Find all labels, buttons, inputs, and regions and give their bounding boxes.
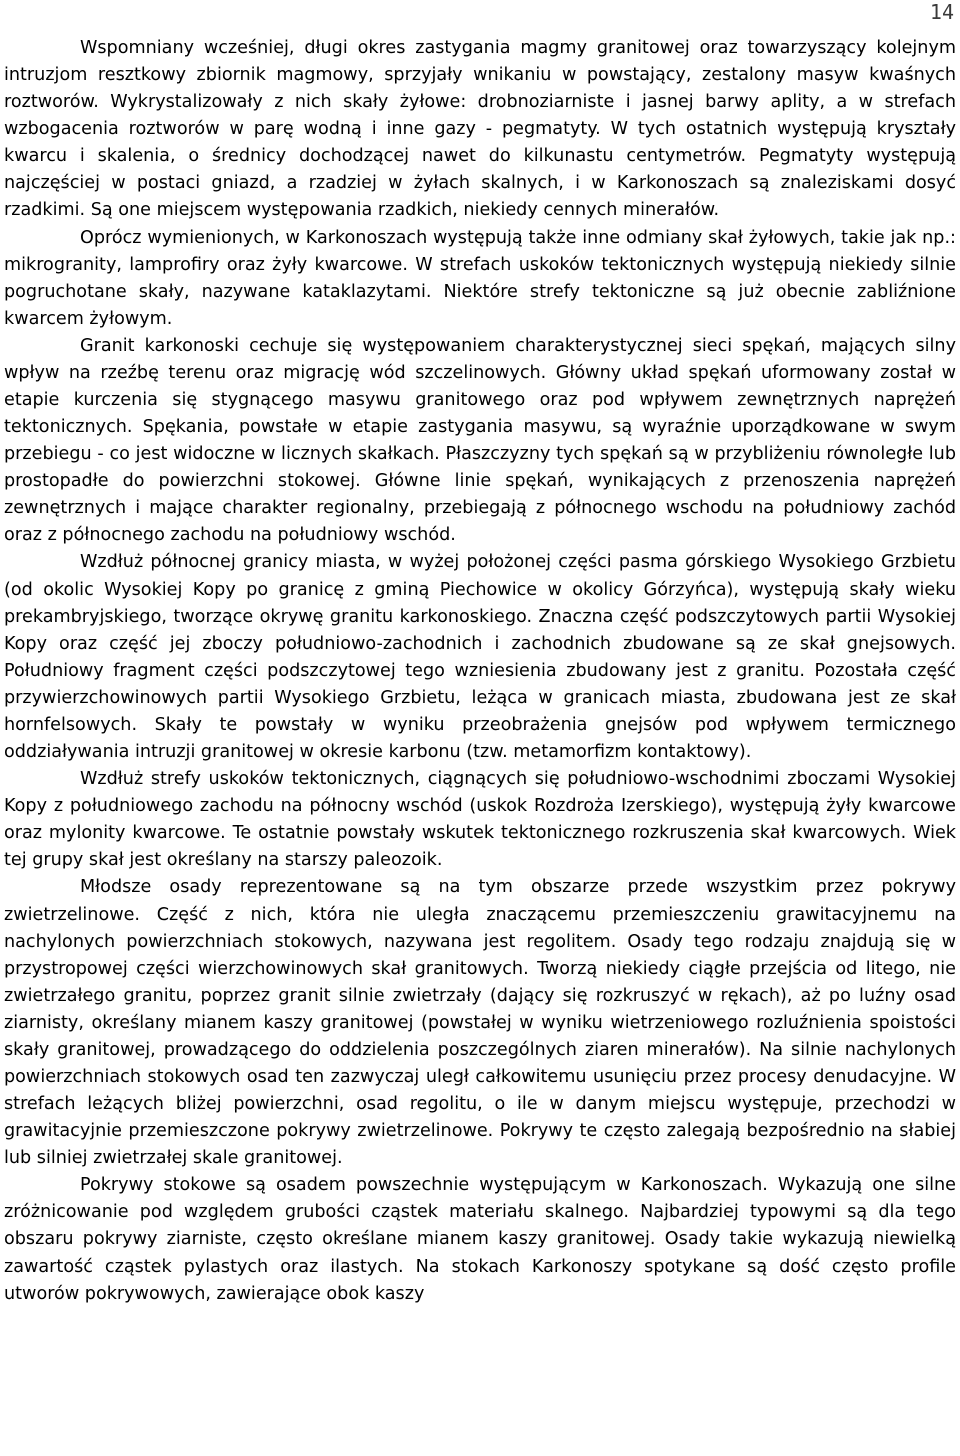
paragraph-vein-rocks: Oprócz wymienionych, w Karkonoszach występują także inne odmiany skał żyłowych, takie jak np.: mikrogranity, lamprofiry oraz żyły kwarcowe. W strefach uskoków tektonicznych występują niekiedy silnie pogruchotane skały, nazywane kataklazytami. Niektóre strefy tektoniczne są już obecnie zabliźnione kwarcem żyłowym.	[4, 227, 956, 329]
paragraph-wysoki-grzbiet: Wzdłuż północnej granicy miasta, w wyżej położonej części pasma górskiego Wysokiego Grzbietu (od okolic Wysokiej Kopy po granicę z gminą Piechowice w okolicy Górzyńca), występują skały wieku prekambryjskiego, tworzące okrywę granitu karkonoskiego. Znaczna część podszczytowych partii Wysokiej Kopy oraz część jej zboczy południowo-zachodnich i zachodnich zbudowane są ze skał gnejsowych. Południowy fragment części podszczytowej tego wzniesienia zbudowany jest z granitu. Pozostała część przywierzchowinowych partii Wysokiego Grzbietu, leżąca w granicach miasta, zbudowana jest ze skał hornfelsowych. Skały te powstały w wyniku przeobrażenia gnejsów pod wpływem termicznego oddziaływania intruzji granitowej w okresie karbonu (tzw. metamorfizm kontaktowy).	[4, 552, 956, 763]
paragraph-fault-zones: Wzdłuż strefy uskoków tektonicznych, ciągnących się południowo-wschodnimi zboczami Wysokiej Kopy z południowego zachodu na północny wschód (uskok Rozdroża Izerskiego), występują żyły kwarcowe oraz mylonity kwarcowe. Te ostatnie powstały wskutek tektonicznego rozkruszenia skał kwarcowych. Wiek tej grupy skał jest określany na starszy paleozoik.	[4, 769, 956, 871]
paragraph-fractures: Granit karkonoski cechuje się występowaniem charakterystycznej sieci spękań, mających silny wpływ na rzeźbę terenu oraz migrację wód szczelinowych. Główny układ spękań uformowany został w etapie kurczenia się stygnącego masywu granitowego oraz pod wpływem zewnętrznych naprężeń tektonicznych. Spękania, powstałe w etapie zastygania masywu, są wyraźnie uporządkowane w swym przebiegu - co jest widoczne w licznych skałkach. Płaszczyzny tych spękań są w przybliżeniu równoległe lub prostopadłe do powierzchni stokowej. Główne linie spękań, wynikających z przenoszenia naprężeń zewnętrznych i mające charakter regionalny, przebiegają z północnego wschodu na południowy zachód oraz z północnego zachodu na południowy wschód.	[4, 335, 956, 546]
paragraph-slope-covers: Pokrywy stokowe są osadem powszechnie występującym w Karkonoszach. Wykazują one silne zróżnicowanie pod względem grubości cząstek materiału skalnego. Najbardziej typowymi są dla tego obszaru pokrywy ziarniste, często określane mianem kaszy granitowej. Osady takie wykazują niewielką zawartość cząstek pylastych oraz ilastych. Na stokach Karkonoszy spotykane są dość często profile utworów pokrywowych, zawierające obok kaszy	[4, 1175, 956, 1304]
paragraph-pegmatites: Wspomniany wcześniej, długi okres zastygania magmy granitowej oraz towarzyszący kolejnym intruzjom resztkowy zbiornik magmowy, sprzyjały wnikaniu w powstający, zestalony masyw kwaśnych roztworów. Wykrystalizowały z nich skały żyłowe: drobnoziarniste i jasnej barwy aplity, a w strefach wzbogacenia roztworów w parę wodną i inne gazy - pegmatyty. W tych ostatnich występują kryształy kwarcu i skalenia, o średnicy dochodzącej nawet do kilkunastu centymetrów. Pegmatyty występują najczęściej w postaci gniazd, a rzadziej w żyłach skalnych, i w Karkonoszach są znaleziskami dosyć rzadkimi. Są one miejscem występowania rzadkich, niekiedy cennych minerałów.	[4, 38, 956, 221]
page-number: 14	[929, 0, 954, 24]
body-text	[4, 35, 956, 1308]
paragraph-regolith: Młodsze osady reprezentowane są na tym obszarze przede wszystkim przez pokrywy zwietrzelinowe. Część z nich, która nie uległa znaczącemu przemieszczeniu grawitacyjnemu na nachylonych powierzchniach stokowych, nazywana jest regolitem. Osady tego rodzaju znajdują się w przystropowej części wierzchowinowych skał granitowych. Tworzą niekiedy ciągłe przejścia od litego, nie zwietrzałego granitu, poprzez granit silnie zwietrzały (dający się rozkruszyć w rękach), aż po luźny osad ziarnisty, określany mianem kaszy granitowej (powstałej w wyniku wietrzeniowego rozluźnienia spoistości skały granitowej, prowadzącego do oddzielenia poszczególnych ziaren minerałów). Na silnie nachylonych powierzchniach stokowych osad ten zazwyczaj uległ całkowitemu usunięciu przez procesy denudacyjne. W strefach leżących bliżej powierzchni, osad regolitu, o ile w danym miejscu występuje, przechodzi w grawitacyjnie przemieszczone pokrywy zwietrzelinowe. Pokrywy te często zalegają bezpośrednio na słabiej lub silniej zwietrzałej skale granitowej.	[4, 877, 956, 1169]
